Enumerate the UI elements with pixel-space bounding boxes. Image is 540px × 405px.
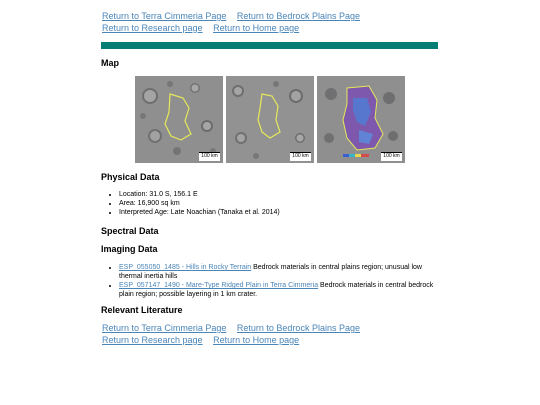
home-link[interactable]: Return to Home page xyxy=(213,335,300,345)
imaging-data-list xyxy=(110,263,439,299)
scale-bar: 100 km xyxy=(199,152,220,161)
image-link-esp-055050[interactable]: ESP_055050_1485 - Hills in Rocky Terrain xyxy=(119,264,252,271)
list-item xyxy=(119,263,439,281)
terra-cimmeria-link[interactable]: Return to Terra Cimmeria Page xyxy=(102,11,227,21)
home-link[interactable]: Return to Home page xyxy=(213,23,300,33)
nav-row-bottom xyxy=(102,23,299,34)
crater-terrain-image xyxy=(135,76,223,163)
physical-data-list xyxy=(110,190,439,217)
list-item: • Location: 31.0 S, 156.1 E xyxy=(119,190,439,199)
bedrock-plains-link[interactable]: Return to Bedrock Plains Page xyxy=(236,323,360,333)
image-description: Bedrock materials in central bedrock plain region; possible layering in 1 km crater. xyxy=(119,282,434,298)
physical-data-heading: Physical Data xyxy=(101,172,160,182)
research-link[interactable]: Return to Research page xyxy=(102,335,203,345)
crater-terrain-image xyxy=(226,76,314,163)
color-composite-image xyxy=(317,76,405,163)
image-link-esp-057147[interactable]: ESP_057147_1490 - Mare-Type Ridged Plain in Terra Cimmeria xyxy=(119,282,319,289)
terra-cimmeria-link[interactable]: Return to Terra Cimmeria Page xyxy=(102,323,227,333)
header-divider-bar xyxy=(101,42,438,49)
scale-bar: 100 km xyxy=(381,152,402,161)
map-heading: Map xyxy=(101,58,119,68)
nav-row-top xyxy=(102,11,360,22)
bedrock-plains-link[interactable]: Return to Bedrock Plains Page xyxy=(236,11,360,21)
list-item xyxy=(119,281,439,299)
list-item: • Area: 16,900 sq km xyxy=(119,199,439,208)
list-item: • Interpreted Age: Late Noachian (Tanaka et al. 2014) xyxy=(119,208,439,217)
footer-nav-row-top xyxy=(102,323,360,334)
map-figure xyxy=(135,76,405,163)
relevant-literature-heading: Relevant Literature xyxy=(101,305,183,315)
research-link[interactable]: Return to Research page xyxy=(102,23,203,33)
map-panel-color-right xyxy=(317,76,405,163)
map-panel-grayscale-middle xyxy=(226,76,314,163)
image-description: Bedrock materials in central plains region; unusual low thermal inertia hills xyxy=(119,264,422,280)
scale-bar: 100 km xyxy=(290,152,311,161)
spectral-data-heading: Spectral Data xyxy=(101,226,159,236)
map-panel-grayscale-left xyxy=(135,76,223,163)
footer-nav-row-bottom xyxy=(102,335,299,346)
imaging-data-heading: Imaging Data xyxy=(101,244,158,254)
